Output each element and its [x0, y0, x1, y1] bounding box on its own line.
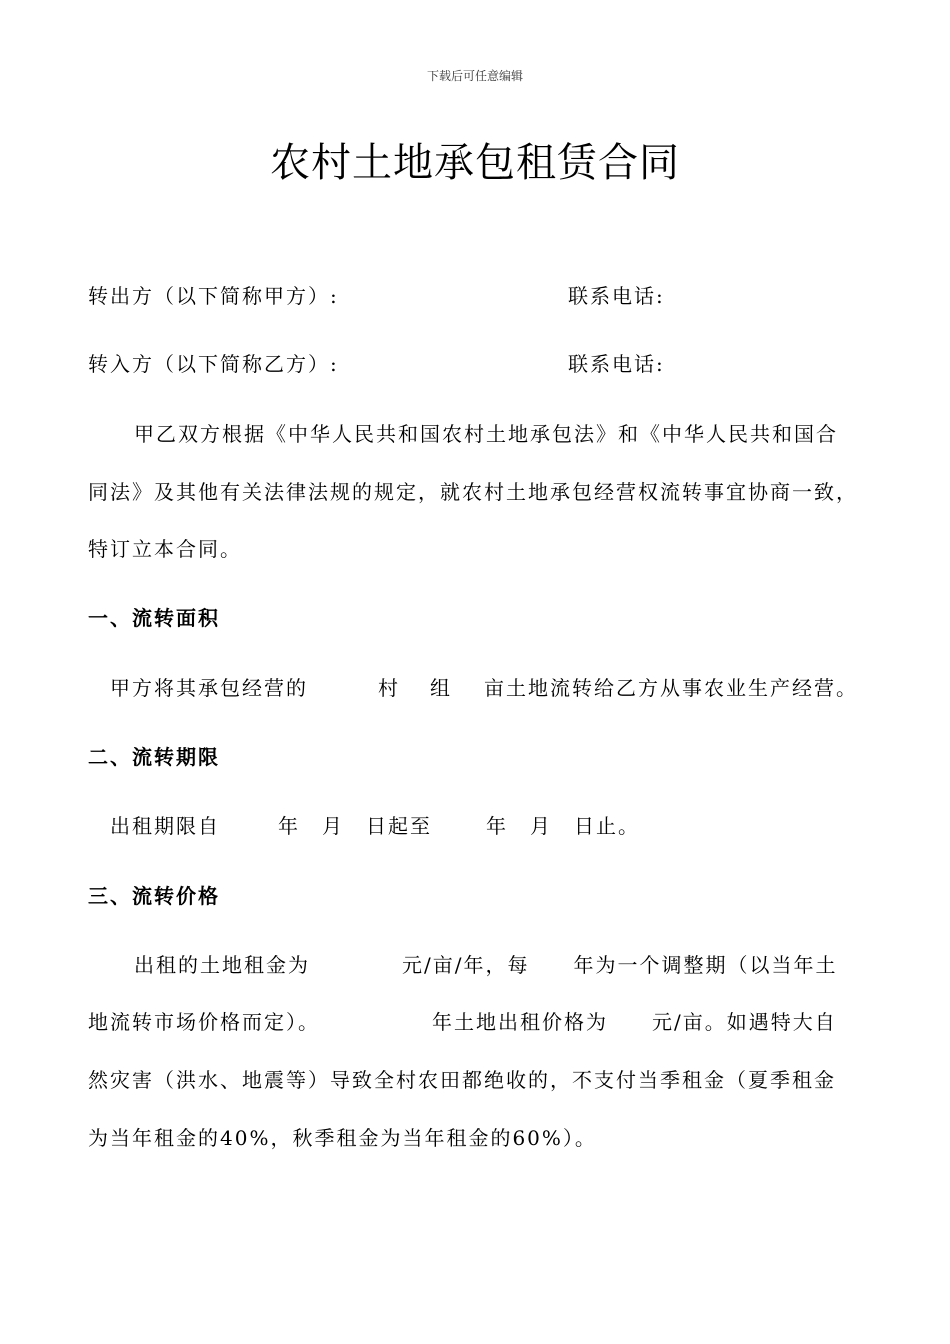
- section-2-text-g: 日止。: [574, 814, 640, 838]
- section-2-text-c: 月: [322, 814, 344, 838]
- section-3-line-1: [134, 951, 837, 979]
- section-2-text: [110, 812, 640, 840]
- section-2-heading: 二、流转期限: [88, 745, 220, 769]
- document-title: 农村土地承包租赁合同: [270, 140, 680, 186]
- header-note: 下载后可任意编辑: [426, 69, 523, 83]
- section-3-line-1-c: 年为一个调整期（以当年土: [573, 953, 838, 977]
- preamble-line-3: 特订立本合同。: [88, 537, 242, 561]
- section-2-text-b: 年: [278, 814, 300, 838]
- section-3-heading: 三、流转价格: [88, 884, 220, 908]
- section-1-text-a: 甲方将其承包经营的: [110, 676, 308, 700]
- section-3-line-1-a: 出租的土地租金为: [134, 953, 310, 977]
- section-3-line-2-a: 地流转市场价格而定）。: [88, 1010, 320, 1034]
- party-b-phone-label: 联系电话:: [568, 352, 665, 376]
- party-a-label: 转出方（以下简称甲方）:: [88, 284, 339, 308]
- section-1-text-c: 组: [430, 676, 452, 700]
- section-2-text-f: 月: [530, 814, 552, 838]
- section-3-line-2-c: 元/亩。如遇特大自: [652, 1010, 837, 1034]
- section-2-text-d: 日起至: [366, 814, 432, 838]
- section-3-line-3: 然灾害（洪水、地震等）导致全村农田都绝收的，不支付当季租金（夏季租金: [88, 1068, 836, 1092]
- section-1-text: [110, 674, 858, 702]
- section-1-heading: 一、流转面积: [88, 606, 220, 630]
- section-1-text-d: 亩土地流转给乙方从事农业生产经营。: [484, 676, 858, 700]
- preamble-line-1: 甲乙双方根据《中华人民共和国农村土地承包法》和《中华人民共和国合: [134, 422, 838, 446]
- section-3-line-4: 为当年租金的40%，秋季租金为当年租金的60%）。: [88, 1126, 597, 1150]
- preamble-line-2: 同法》及其他有关法律法规的规定，就农村土地承包经营权流转事宜协商一致，: [88, 480, 858, 504]
- section-3-line-2-b: 年土地出租价格为: [432, 1010, 608, 1034]
- section-1-text-b: 村: [378, 676, 400, 700]
- section-2-text-e: 年: [486, 814, 508, 838]
- section-3-line-2: [88, 1008, 837, 1036]
- section-3-line-1-b: 元/亩/年，每: [402, 953, 530, 977]
- section-2-text-a: 出租期限自: [110, 814, 220, 838]
- party-b-label: 转入方（以下简称乙方）:: [88, 352, 339, 376]
- party-a-phone-label: 联系电话:: [568, 284, 665, 308]
